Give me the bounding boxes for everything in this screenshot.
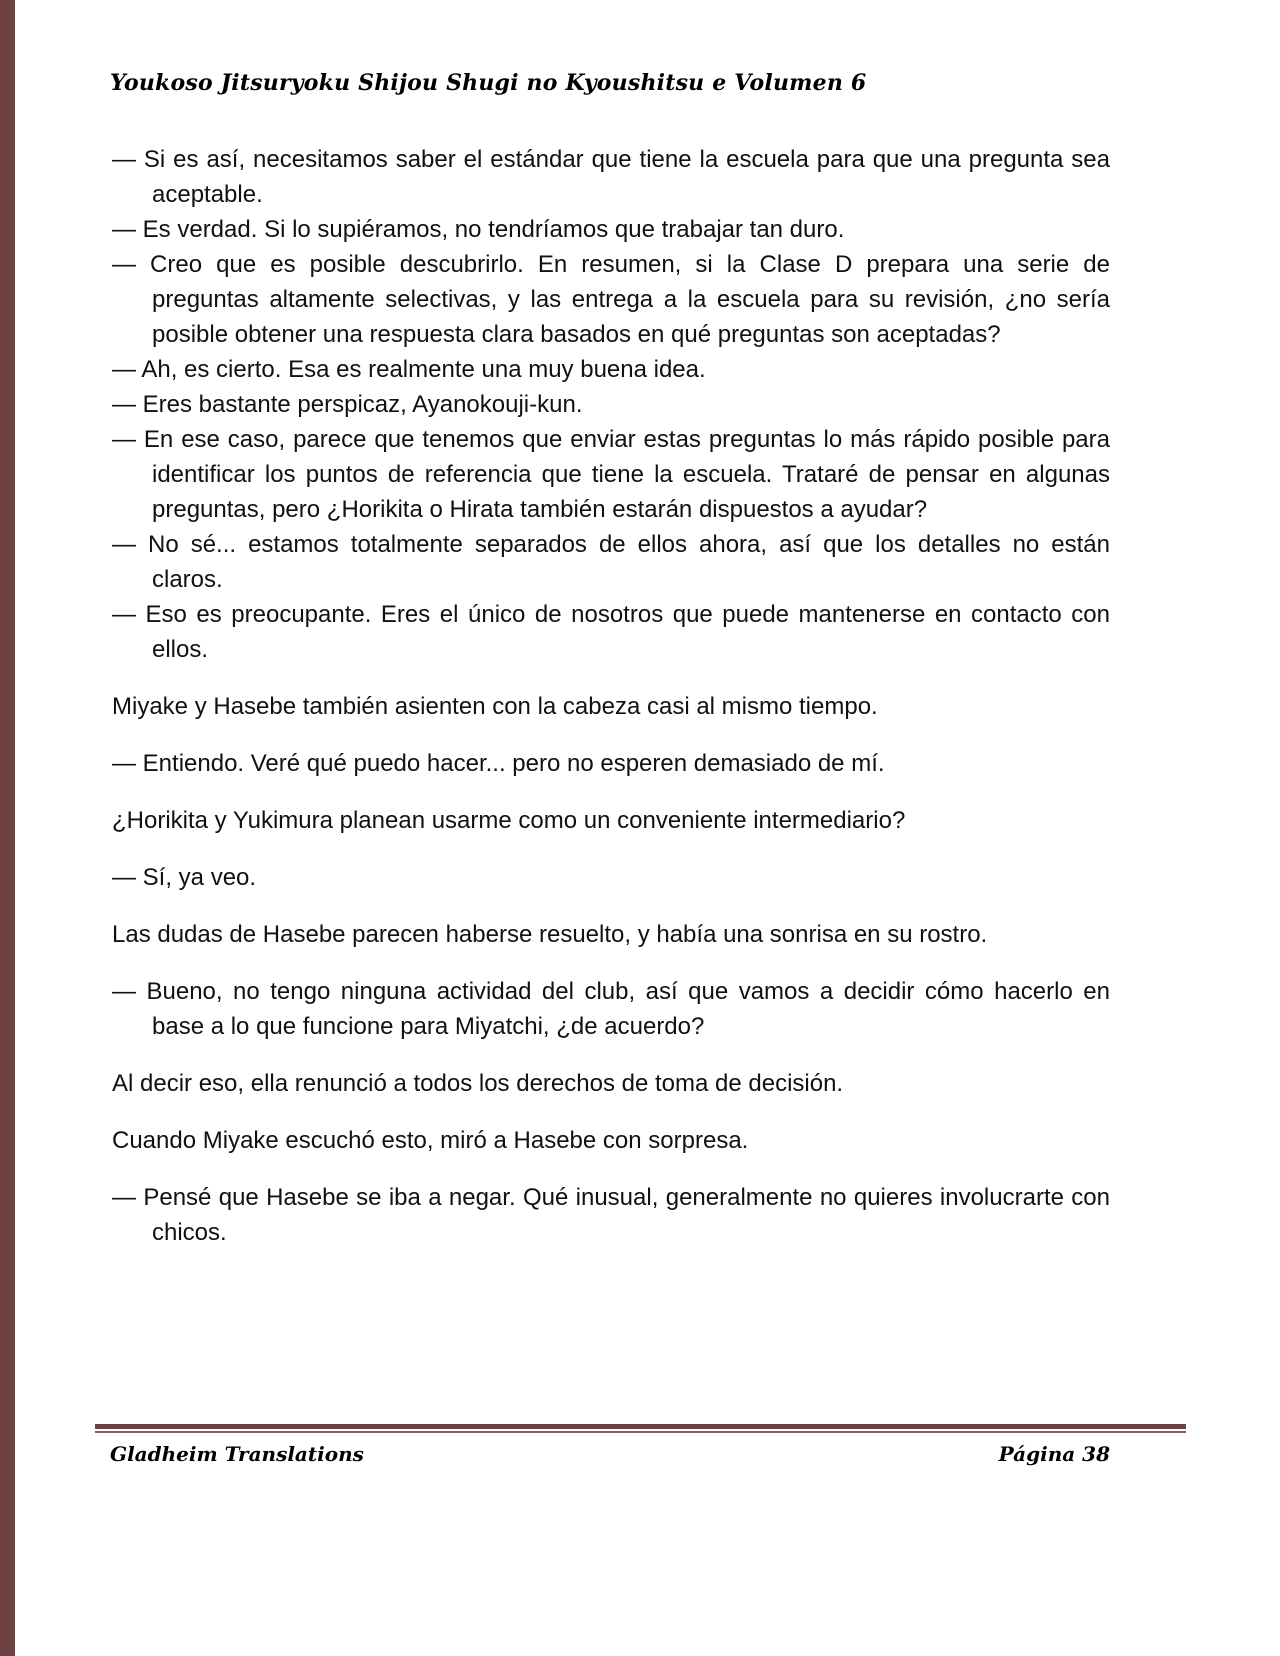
narration-paragraph: Las dudas de Hasebe parecen haberse resuelto, y había una sonrisa en su rostro. [112,921,988,948]
page-header [110,70,1110,96]
dialogue-paragraph: — Es verdad. Si lo supiéramos, no tendríamos que trabajar tan duro. [112,216,845,243]
dialogue-paragraph: — Ah, es cierto. Esa es realmente una muy buena idea. [112,356,706,383]
dialogue-paragraph: — Pensé que Hasebe se iba a negar. Qué inusual, generalmente no quieres involucrarte con chicos. [112,1184,1110,1246]
dialogue-paragraph: — Si es así, necesitamos saber el estándar que tiene la escuela para que una pregunta sea aceptable. [112,146,1110,208]
dialogue-paragraph: — Sí, ya veo. [112,864,257,891]
dialogue-paragraph: — Creo que es posible descubrirlo. En resumen, si la Clase D prepara una serie de preguntas altamente selectivas, y las entrega a la escuela para su revisión, ¿no sería posible obtener una respuesta clara basados en qué preguntas son aceptadas? [112,251,1110,348]
dialogue-paragraph: — Eres bastante perspicaz, Ayanokouji-kun. [112,391,583,418]
narration-paragraph: Al decir eso, ella renunció a todos los derechos de toma de decisión. [112,1070,844,1097]
footer-rule-thin [95,1431,1186,1433]
dialogue-paragraph: — En ese caso, parece que tenemos que enviar estas preguntas lo más rápido posible para identificar los puntos de referencia que tiene la escuela. Trataré de pensar en algunas preguntas, pero ¿Horikita o Hirata también estarán dispuestos a ayudar? [112,426,1110,523]
dialogue-paragraph: — Entiendo. Veré qué puedo hacer... pero no esperen demasiado de mí. [112,750,885,777]
page-footer [95,1424,1186,1466]
dialogue-paragraph: — Bueno, no tengo ninguna actividad del club, así que vamos a decidir cómo hacerlo en base a lo que funcione para Miyatchi, ¿de acuerdo? [112,978,1110,1040]
footer-translator-credit: Gladheim Translations [110,1442,364,1466]
narration-paragraph: ¿Horikita y Yukimura planean usarme como un conveniente intermediario? [112,807,906,834]
footer-rule-thick [95,1424,1186,1429]
narration-paragraph: Miyake y Hasebe también asienten con la cabeza casi al mismo tiempo. [112,693,878,720]
footer-page-number: Página 38 [998,1442,1110,1466]
header-title: Youkoso Jitsuryoku Shijou Shugi no Kyoushitsu e Volumen 6 [110,70,867,96]
narration-paragraph: Cuando Miyake escuchó esto, miró a Hasebe con sorpresa. [112,1127,749,1154]
footer-text-row [95,1442,1186,1466]
dialogue-paragraph: — No sé... estamos totalmente separados de ellos ahora, así que los detalles no están claros. [112,531,1110,593]
left-edge-binding-strip [0,0,15,1656]
dialogue-paragraph: — Eso es preocupante. Eres el único de nosotros que puede mantenerse en contacto con ellos. [112,601,1110,663]
page-body-text [112,142,1110,1250]
